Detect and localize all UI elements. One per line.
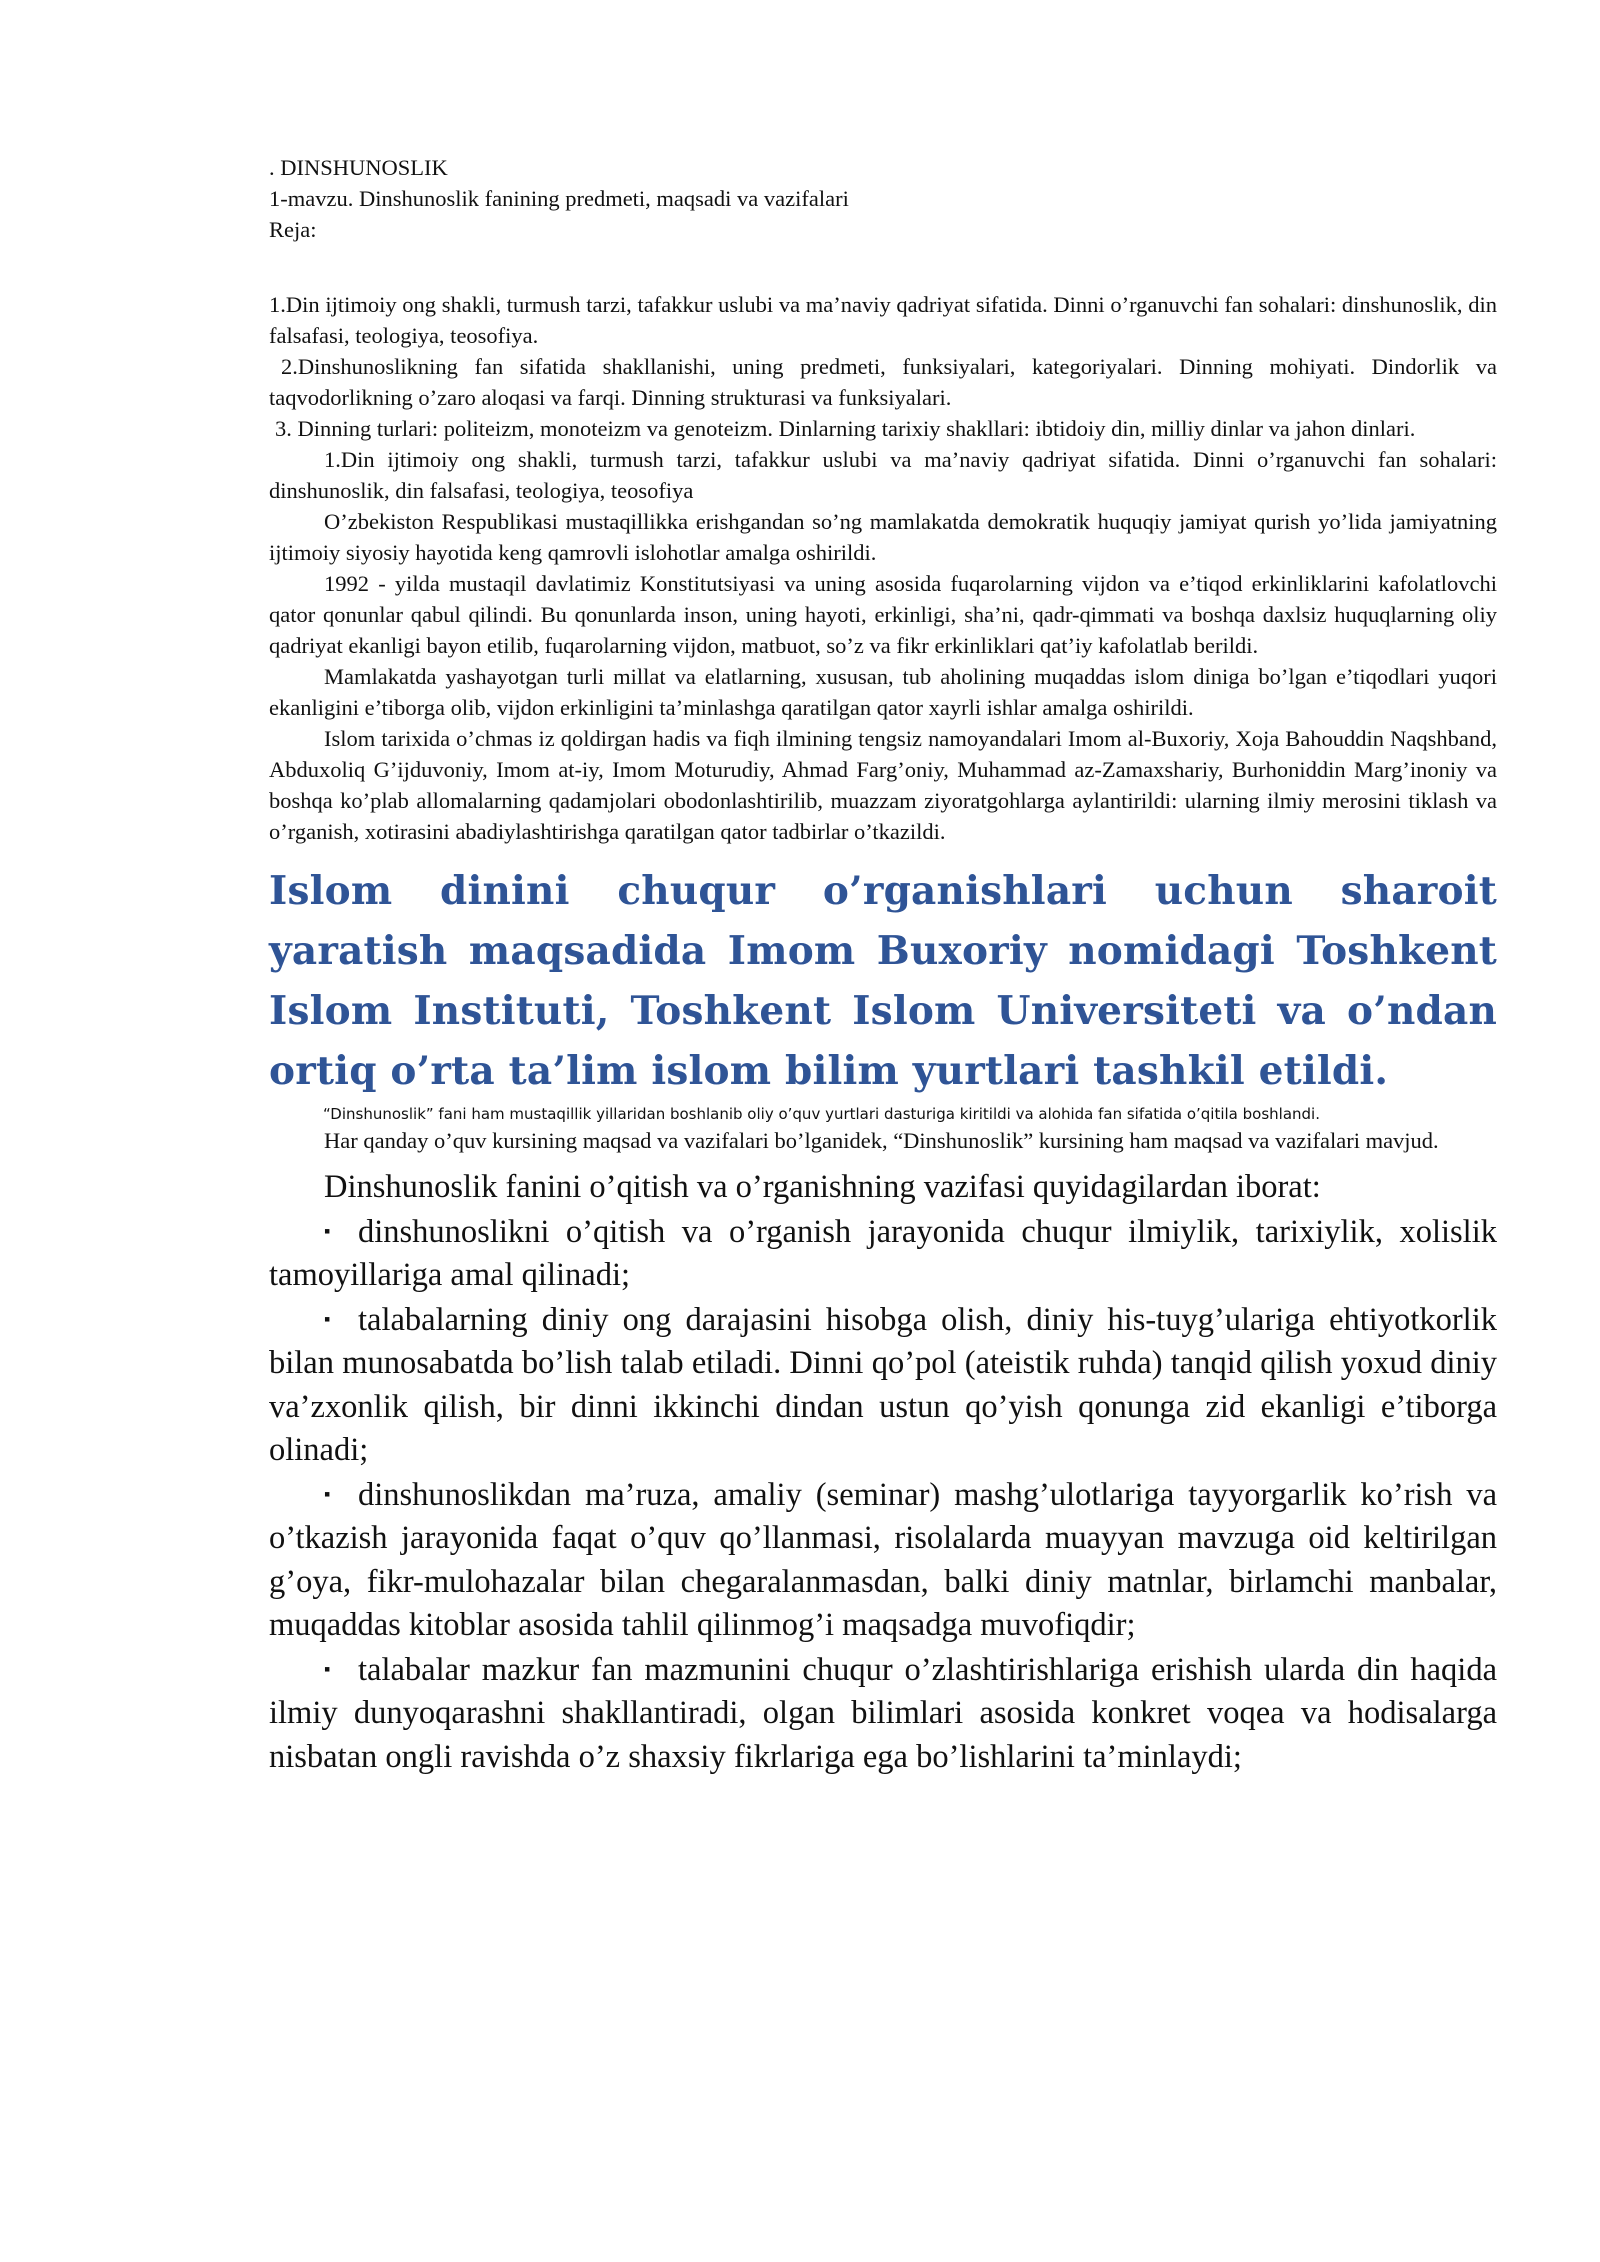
bullet-icon: ▪ — [324, 1483, 331, 1504]
plan-label: Reja: — [269, 217, 317, 242]
document-title: . DINSHUNOSLIK — [269, 155, 448, 180]
plan-item-2: 2.Dinshunoslikning fan sifatida shakllanishi, uning predmeti, funksiyalari, kategoriyalari. Dinning mohiyati. Dindorlik va taqvodorlikning o’zaro aloqasi va farqi. Dinning strukturasi va funksiyalari. — [269, 354, 1497, 410]
body-paragraph: Islom tarixida o’chmas iz qoldirgan hadis va fiqh ilmining tengsiz namoyandalari Imom al-Buxoriy, Xoja Bahouddin Naqshband, Abduxoliq G’ijduvoniy, Imom at-iy, Imom Moturudiy, Ahmad Farg’oniy, Muhammad az-Zamaxshariy, Burhoniddin Marg’inoniy va boshqa ko’plab allomalarning qadamjolari obodonlashtirilib, muazzam ziyoratgohlarga aylantirildi: ularning ilmiy merosini tiklash va o’rganish, xotirasini abadiylashtirishga qaratilgan qator tadbirlar o’tkazildi. — [269, 726, 1497, 844]
task-text: talabalar mazkur fan mazmunini chuqur o’zlashtirishlariga erishish ularda din haqida ilmiy dunyoqarashni shakllantiradi, olgan bilimlari asosida konkret voqea va hodisalarga nisbatan ongli ravishda o’z shaxsiy fikrlariga ega bo’lishlarini ta’minlaydi; — [269, 1651, 1497, 1775]
body-paragraph: 1.Din ijtimoiy ong shakli, turmush tarzi, tafakkur uslubi va ma’naviy qadriyat sifatida. Dinni o’rganuvchi fan sohalari: dinshunoslik, din falsafasi, teologiya, teosofiya — [269, 447, 1497, 503]
task-item — [269, 1210, 1497, 1298]
goal-paragraph: Har qanday o’quv kursining maqsad va vazifalari bo’lganidek, “Dinshunoslik” kursining ham maqsad va vazifalari mavjud. — [324, 1128, 1439, 1153]
topic-title: 1-mavzu. Dinshunoslik fanining predmeti, maqsadi va vazifalari — [269, 186, 849, 211]
task-item — [269, 1298, 1497, 1473]
bullet-icon: ▪ — [324, 1220, 331, 1241]
footnote-line: “Dinshunoslik” fani ham mustaqillik yillaridan boshlanib oliy o’quv yurtlari dasturiga kiritildi va alohida fan sifatida o’qitila boshlandi. — [323, 1105, 1320, 1123]
task-text: talabalarning diniy ong darajasini hisobga olish, diniy his-tuyg’ulariga ehtiyotkorlik bilan munosabatda bo’lish talab etiladi. Dinni qo’pol (ateistik ruhda) tanqid qilish yoxud diniy va’zxonlik qilish, bir dinni ikkinchi dindan ustun qo’yish qonunga zid ekanligi e’tiborga olinadi; — [269, 1301, 1497, 1468]
spacer — [269, 245, 1497, 289]
plan-item-3: 3. Dinning turlari: politeizm, monoteizm va genoteizm. Dinlarning tarixiy shakllari: ibtidoiy din, milliy dinlar va jahon dinlari. — [275, 416, 1416, 441]
section-heading: Islom dinini chuqur o’rganishlari uchun sharoit yaratish maqsadida Imom Buxoriy nomidagi Toshkent Islom Instituti, Toshkent Islom Universiteti va o’ndan ortiq o’rta ta’lim islom bilim yurtlari tashkil etildi. — [269, 868, 1497, 1094]
task-text: dinshunoslikdan ma’ruza, amaliy (seminar) mashg’ulotlariga tayyorgarlik ko’rish va o’tkazish jarayonida faqat o’quv qo’llanmasi, risolalarda muayyan mavzuga oid keltirilgan g’oya, fikr-mulohazalar bilan chegaralanmasdan, balki diniy matnlar, birlamchi manbalar, muqaddas kitoblar asosida tahlil qilinmog’i maqsadga muvofiqdir; — [269, 1476, 1497, 1643]
document-page — [269, 152, 1497, 1779]
body-paragraph: O’zbekiston Respublikasi mustaqillikka erishgandan so’ng mamlakatda demokratik huquqiy jamiyat qurish yo’lida jamiyatning ijtimoiy siyosiy hayotida keng qamrovli islohotlar amalga oshirildi. — [269, 509, 1497, 565]
tasks-title: Dinshunoslik fanini o’qitish va o’rganishning vazifasi quyidagilardan iborat: — [324, 1169, 1321, 1205]
task-item — [269, 1473, 1497, 1648]
bullet-icon: ▪ — [324, 1308, 331, 1329]
task-text: dinshunoslikni o’qitish va o’rganish jarayonida chuqur ilmiylik, tarixiylik, xolislik tamoyillariga amal qilinadi; — [269, 1213, 1497, 1293]
task-item — [269, 1648, 1497, 1780]
plan-item-1: 1.Din ijtimoiy ong shakli, turmush tarzi, tafakkur uslubi va ma’naviy qadriyat sifatida. Dinni o’rganuvchi fan sohalari: dinshunoslik, din falsafasi, teologiya, teosofiya. — [269, 292, 1497, 348]
body-paragraph: 1992 - yilda mustaqil davlatimiz Konstitutsiyasi va uning asosida fuqarolarning vijdon va e’tiqod erkinliklarini kafolatlovchi qator qonunlar qabul qilindi. Bu qonunlarda inson, uning hayoti, erkinligi, sha’ni, qadr-qimmati va boshqa daxlsiz huquqlarning oliy qadriyat ekanligi bayon etilib, fuqarolarning vijdon, matbuot, so’z va fikr erkinliklari qat’iy kafolatlab berildi. — [269, 571, 1497, 658]
bullet-icon: ▪ — [324, 1658, 331, 1679]
body-paragraph: Mamlakatda yashayotgan turli millat va elatlarning, xususan, tub aholining muqaddas islom diniga bo’lgan e’tiqodlari yuqori ekanligini e’tiborga olib, vijdon erkinligini ta’minlashga qaratilgan qator xayrli ishlar amalga oshirildi. — [269, 664, 1497, 720]
